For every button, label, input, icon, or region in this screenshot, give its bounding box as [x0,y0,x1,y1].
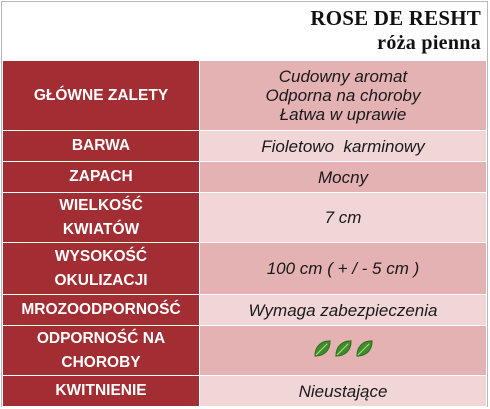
row-label [3,376,200,407]
label-line: MROZOODPORNOŚĆ [21,301,181,318]
label-line: BARWA [71,137,131,154]
value-line: Nieustające [298,381,388,401]
product-subtitle: róża pienna [377,32,481,54]
label-line: KWITNIENIE [55,382,147,399]
value-line: Mocny [317,167,369,187]
label-line: CHOROBY [61,353,141,371]
row-label [3,131,200,162]
row-value [200,131,487,162]
row-label [3,162,200,193]
row-label [3,243,200,295]
row-value [200,326,487,376]
table-row [3,131,487,162]
product-title: ROSE DE RESHT [310,6,481,30]
value-line: 7 cm [324,208,362,227]
label-line: KWIATÓW [62,220,140,238]
spec-table [2,60,487,407]
row-value [200,61,487,131]
table-row [3,326,487,376]
label-line: ZAPACH [69,168,133,185]
value-line: Cudowny aromat [278,67,408,86]
row-value [200,162,487,193]
card-header [2,2,487,60]
value-line: 100 cm ( + / - 5 cm ) [266,259,420,278]
rose-info-card [1,1,488,407]
table-row [3,193,487,243]
value-line: Odporna na choroby [265,86,421,105]
value-line: Wymaga zabezpieczenia [248,300,438,320]
row-label [3,61,200,131]
row-value [200,376,487,407]
row-value [200,295,487,326]
table-row [3,295,487,326]
table-row [3,61,487,131]
leaf-icon [334,339,353,358]
table-row [3,162,487,193]
row-label [3,295,200,326]
leaf-icon [355,339,374,358]
value-line: Fioletowo karminowy [261,136,425,156]
row-label [3,193,200,243]
row-value [200,193,487,243]
label-line: GŁÓWNE ZALETY [33,86,169,104]
value-line: Łatwa w uprawie [279,105,407,124]
table-row [3,376,487,407]
row-value [200,243,487,295]
label-line: OKULIZACJI [54,271,148,289]
leaf-icon [313,339,332,358]
label-line: WIELKOŚĆ [59,196,143,214]
disease-resistance-rating [313,339,374,358]
row-label [3,326,200,376]
label-line: ODPORNOŚĆ NA [36,329,166,347]
label-line: WYSOKOŚĆ [54,247,148,265]
table-row [3,243,487,295]
